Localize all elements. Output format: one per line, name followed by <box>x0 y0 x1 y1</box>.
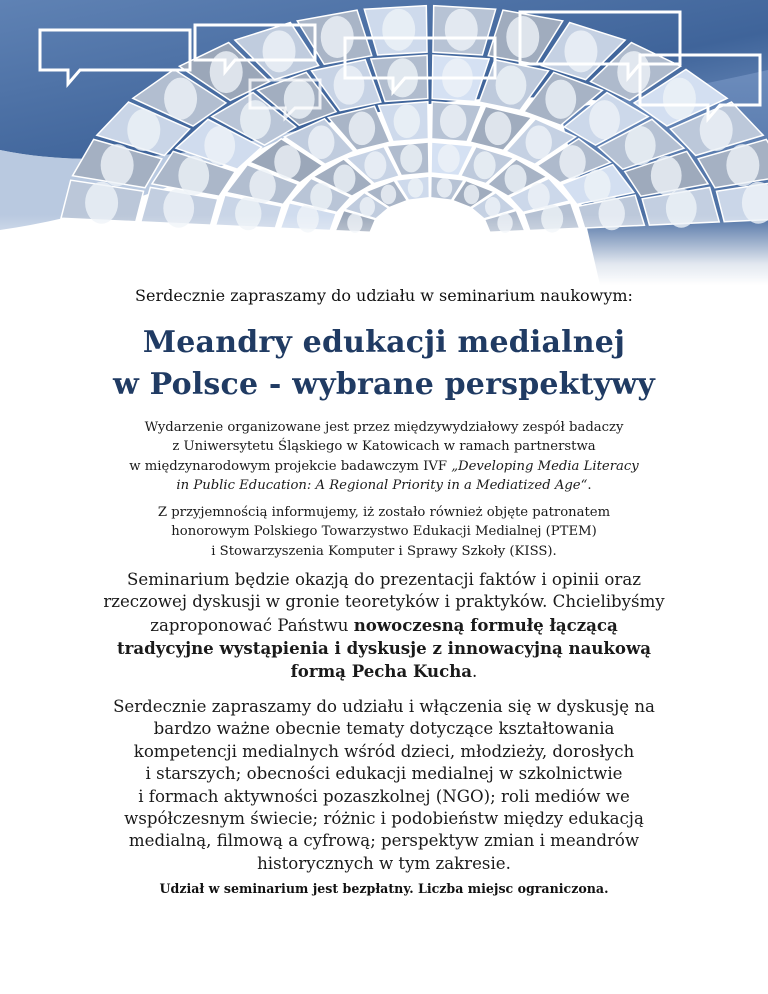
p4-line-2: bardzo ważne obecnie tematy dotyczące kształtowania <box>153 719 615 739</box>
p4-line-1: Serdecznie zapraszamy do udziału i włączenia się w dyskusję na <box>113 697 655 716</box>
footer-note <box>0 880 768 898</box>
p1-line-1: Wydarzenie organizowane jest przez międzywydziałowy zespół badaczy <box>144 420 624 435</box>
face-silhouette <box>545 80 576 119</box>
face-silhouette <box>127 109 160 151</box>
paragraph-organizer <box>0 418 768 496</box>
p4-line-6: współczesnym świecie; różnic i podobieństw między edukacją <box>124 809 644 829</box>
project-title-part-1: „Developing Media Literacy <box>451 458 639 474</box>
p3-bold-1: nowoczesną formułę łączącą <box>353 614 618 635</box>
face-silhouette <box>700 109 733 151</box>
p2-line-2: honorowym Polskiego Towarzystwo Edukacji Medialnej (PTEM) <box>171 524 597 540</box>
face-silhouette <box>249 169 275 203</box>
paragraph-topics <box>0 696 768 875</box>
face-silhouette <box>589 100 620 139</box>
face-silhouette <box>438 144 460 172</box>
project-title-part-2: in Public Education: A Regional Priority in a Mediatized Age“ <box>176 478 588 494</box>
p3-line-5-suffix: . <box>472 661 478 681</box>
page-title <box>0 322 768 406</box>
face-silhouette <box>584 169 610 203</box>
face-silhouette <box>663 78 696 120</box>
face-silhouette <box>394 104 420 138</box>
face-silhouette <box>333 165 355 193</box>
p3-line-3 <box>0 614 768 637</box>
face-silhouette <box>349 112 375 146</box>
p3-line-3-prefix: zaproponować Państwu <box>150 615 354 635</box>
face-silhouette <box>204 126 235 165</box>
face-silhouette <box>364 151 386 179</box>
face-silhouette <box>334 65 365 104</box>
p1-line-4 <box>0 476 768 495</box>
face-silhouette <box>178 156 209 195</box>
face-silhouette <box>381 185 396 205</box>
face-silhouette <box>382 9 415 51</box>
intro-text <box>0 285 768 307</box>
face-silhouette <box>474 151 496 179</box>
paragraph-format <box>0 569 768 683</box>
p1-line-3 <box>0 457 768 476</box>
paragraph-patronage <box>0 503 768 561</box>
footer-line: Udział w seminarium jest bezpłatny. Liczba miejsc ograniczona. <box>159 881 609 896</box>
face-silhouette <box>651 156 682 195</box>
p3-bold-3: formą Pecha Kucha <box>290 660 473 681</box>
face-silhouette <box>445 9 478 51</box>
face-silhouette <box>496 65 527 104</box>
face-silhouette <box>164 78 197 120</box>
face-silhouette <box>464 185 479 205</box>
face-silhouette <box>506 16 539 58</box>
p1-line-4-suffix: . <box>587 478 592 494</box>
face-silhouette <box>505 165 527 193</box>
p4-line-5: i formach aktywności pozaszkolnej (NGO); roli mediów we <box>138 786 630 806</box>
p4-line-3: kompetencji medialnych wśród dzieci, młodzieży, dorosłych <box>133 741 635 761</box>
face-silhouette <box>485 112 511 146</box>
intro-line: Serdecznie zapraszamy do udziału w seminarium naukowym: <box>135 286 633 305</box>
face-silhouette <box>485 197 500 217</box>
face-silhouette <box>564 30 597 72</box>
face-silhouette <box>274 145 300 179</box>
p4-line-8: historycznych w tym zakresie. <box>257 853 511 873</box>
p2-line-3: i Stowarzyszenia Komputer i Sprawy Szkoły (KISS). <box>211 543 557 559</box>
title-line-1: Meandry edukacji medialnej <box>142 325 626 360</box>
face-silhouette <box>310 183 332 211</box>
face-silhouette <box>101 144 134 186</box>
p3-line-5 <box>0 660 768 683</box>
p4-line-7: medialną, filmową a cyfrową; perspektyw zmian i meandrów <box>128 831 640 851</box>
face-silhouette <box>408 178 423 198</box>
face-silhouette <box>360 197 375 217</box>
p3-line-4: tradycyjne wystąpienia i dyskusje z innowacyjną naukową <box>116 638 652 659</box>
face-silhouette <box>625 126 656 165</box>
face-silhouette <box>263 30 296 72</box>
face-silhouette <box>240 100 271 139</box>
face-silhouette <box>526 125 552 159</box>
p2-line-1: Z przyjemnością informujemy, iż zostało również objęte patronatem <box>157 505 611 520</box>
header-image <box>0 0 768 285</box>
face-silhouette <box>400 144 422 172</box>
p1-line-3-prefix: w międzynarodowym projekcie badawczym IVF <box>129 458 452 474</box>
face-silhouette <box>308 125 334 159</box>
p1-line-2: z Uniwersytetu Śląskiego w Katowicach w ramach partnerstwa <box>172 439 596 455</box>
title-line-2: w Polsce - wybrane perspektywy <box>113 367 655 402</box>
p3-line-1: Seminarium będzie okazją do prezentacji faktów i opinii oraz <box>127 570 641 589</box>
p4-line-4: i starszych; obecności edukacji medialnej w szkolnictwie <box>145 764 623 784</box>
face-silhouette <box>440 104 466 138</box>
face-silhouette <box>437 178 452 198</box>
p3-line-2: rzeczowej dyskusji w gronie teoretyków i praktyków. Chcielibyśmy <box>103 592 665 612</box>
face-silhouette <box>726 144 759 186</box>
face-silhouette <box>559 145 585 179</box>
